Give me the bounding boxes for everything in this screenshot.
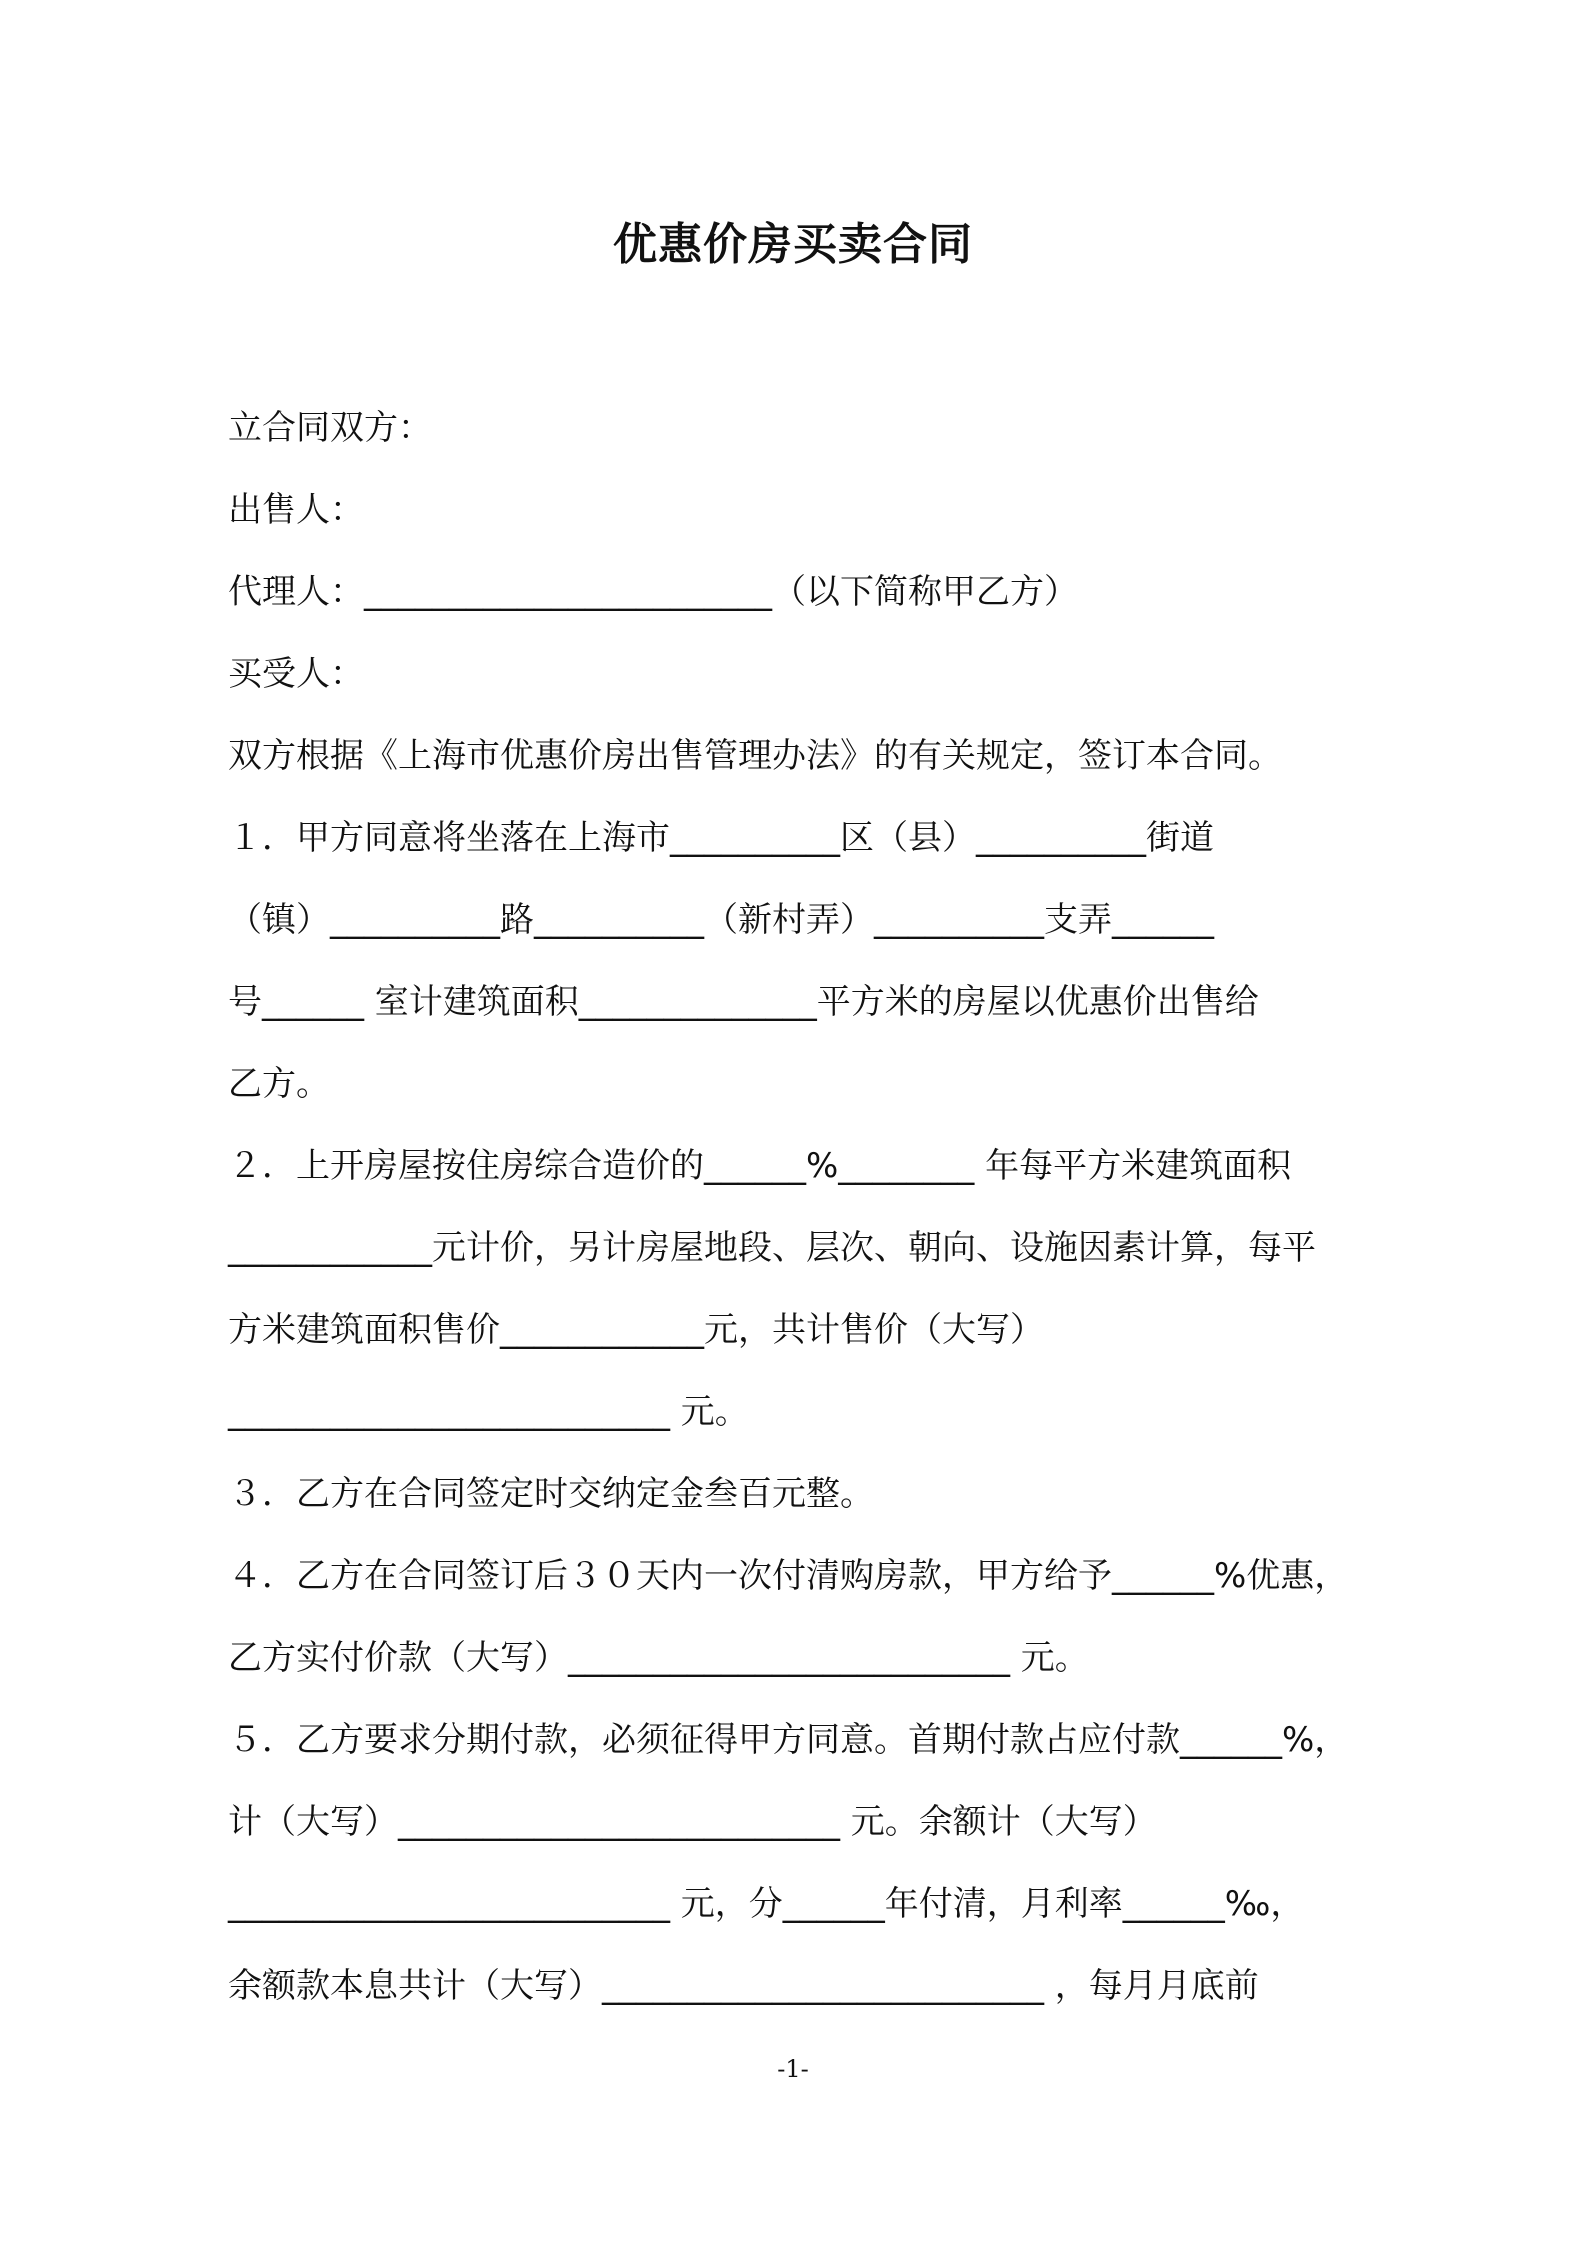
document-title: 优惠价房买卖合同 bbox=[613, 219, 973, 270]
clause-2-line-2: ____________元计价，另计房屋地段、层次、朝向、设施因素计算，每平 bbox=[228, 1228, 1316, 1268]
text-line-seller: 出售人： bbox=[228, 490, 364, 530]
clause-1-line-2: （镇）__________路__________（新村弄）__________支弄______ bbox=[228, 900, 1214, 940]
text-line-parties: 立合同双方： bbox=[228, 408, 432, 448]
clause-4-line-1: ４．乙方在合同签订后３０天内一次付清购房款，甲方给予______%优惠， bbox=[228, 1556, 1349, 1596]
clause-3-line-1: ３．乙方在合同签定时交纳定金叁百元整。 bbox=[228, 1474, 874, 1514]
clause-4-line-2: 乙方实付价款（大写）__________________________ 元。 bbox=[228, 1638, 1089, 1678]
clause-2-line-4: __________________________ 元。 bbox=[228, 1392, 749, 1432]
clause-2-line-1: ２．上开房屋按住房综合造价的______%________ 年每平方米建筑面积 bbox=[228, 1146, 1292, 1186]
clause-5-line-4: 余额款本息共计（大写）__________________________ ，每月月底前 bbox=[228, 1966, 1259, 2006]
clause-1-line-4: 乙方。 bbox=[228, 1064, 330, 1104]
page-number: -1- bbox=[777, 2055, 809, 2083]
text-line-buyer: 买受人： bbox=[228, 654, 364, 694]
text-line-preamble: 双方根据《上海市优惠价房出售管理办法》的有关规定，签订本合同。 bbox=[228, 736, 1282, 776]
clause-2-line-3: 方米建筑面积售价____________元，共计售价（大写） bbox=[228, 1310, 1044, 1350]
clause-1-line-1: １．甲方同意将坐落在上海市__________区（县）__________街道 bbox=[228, 818, 1214, 858]
text-line-agent: 代理人：________________________（以下简称甲乙方） bbox=[228, 572, 1078, 612]
clause-5-line-3: __________________________ 元，分______年付清，月利率______‰， bbox=[228, 1884, 1305, 1924]
clause-1-line-3: 号______ 室计建筑面积______________平方米的房屋以优惠价出售给 bbox=[228, 982, 1259, 1022]
clause-5-line-1: ５．乙方要求分期付款，必须征得甲方同意。首期付款占应付款______%， bbox=[228, 1720, 1349, 1760]
clause-5-line-2: 计（大写）__________________________ 元。余额计（大写） bbox=[228, 1802, 1157, 1842]
